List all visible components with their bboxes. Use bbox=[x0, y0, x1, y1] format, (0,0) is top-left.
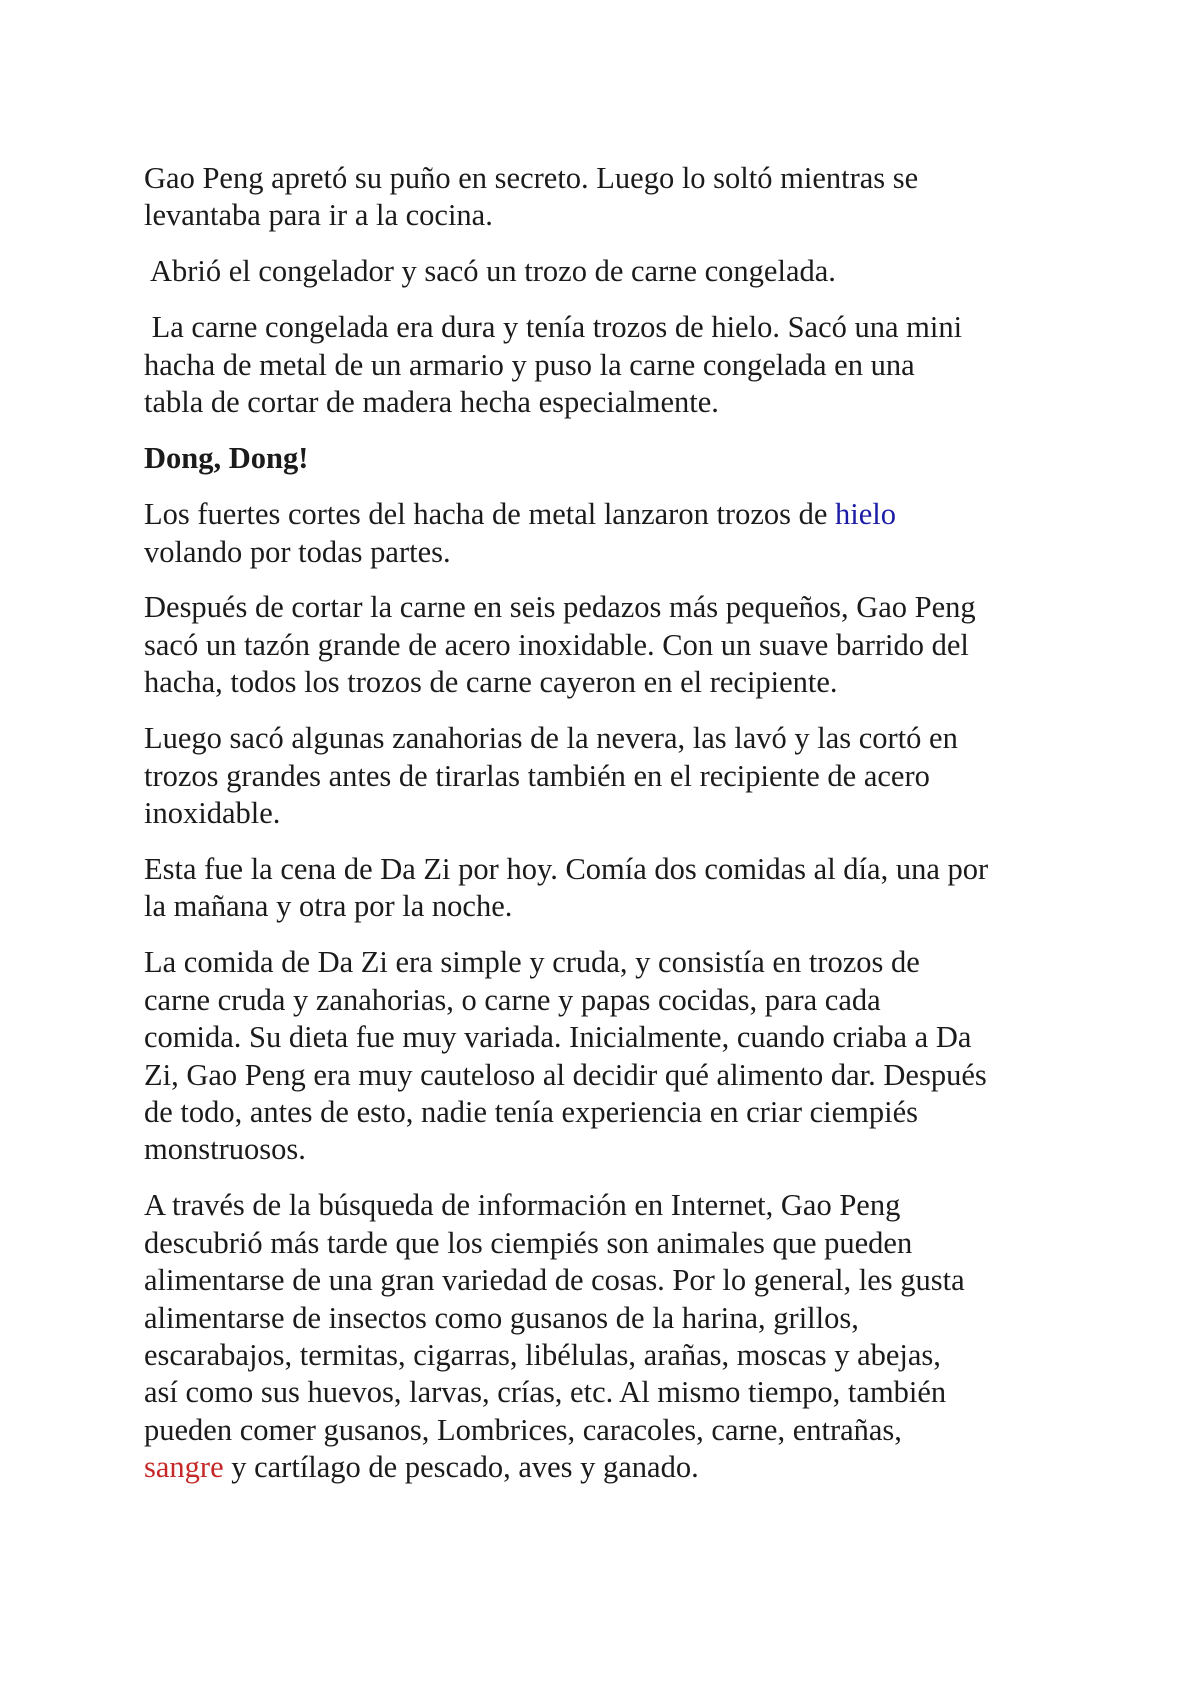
paragraph-line: Abrió el congelador y sacó un trozo de carne congelada. bbox=[144, 254, 836, 289]
paragraph-3 bbox=[144, 309, 1132, 421]
line-text: Los fuertes cortes del hacha de metal lanzaron trozos de bbox=[144, 497, 836, 532]
paragraph-line: Zi, Gao Peng era muy cauteloso al decidir qué alimento dar. Después bbox=[144, 1057, 987, 1092]
paragraph-line: hacha, todos los trozos de carne cayeron en el recipiente. bbox=[144, 665, 838, 700]
paragraph-line: alimentarse de insectos como gusanos de la harina, grillos, bbox=[144, 1300, 859, 1335]
bold-sound-effect: Dong, Dong! bbox=[144, 441, 309, 476]
paragraph-line: descubrió más tarde que los ciempiés son animales que pueden bbox=[144, 1225, 913, 1260]
paragraph-8 bbox=[144, 851, 1132, 926]
paragraph-line: escarabajos, termitas, cigarras, libélulas, arañas, moscas y abejas, bbox=[144, 1337, 941, 1372]
paragraph-1 bbox=[144, 160, 1132, 235]
paragraph-line: Después de cortar la carne en seis pedazos más pequeños, Gao Peng bbox=[144, 590, 976, 625]
paragraph-line: trozos grandes antes de tirarlas también en el recipiente de acero bbox=[144, 758, 930, 793]
paragraph-line: sacó un tazón grande de acero inoxidable. Con un suave barrido del bbox=[144, 627, 969, 662]
paragraph-line: A través de la búsqueda de información en Internet, Gao Peng bbox=[144, 1188, 901, 1223]
hielo-link[interactable]: hielo bbox=[835, 497, 897, 532]
paragraph-line: inoxidable. bbox=[144, 796, 281, 831]
paragraph-line: hacha de metal de un armario y puso la carne congelada en una bbox=[144, 347, 915, 382]
paragraph-line: La carne congelada era dura y tenía trozos de hielo. Sacó una mini bbox=[144, 310, 963, 345]
paragraph-line: la mañana y otra por la noche. bbox=[144, 889, 513, 924]
paragraph-line: La comida de Da Zi era simple y cruda, y consistía en trozos de bbox=[144, 945, 920, 980]
paragraph-5 bbox=[144, 496, 1132, 571]
paragraph-line: Luego sacó algunas zanahorias de la nevera, las lavó y las cortó en bbox=[144, 721, 958, 756]
paragraph-line: alimentarse de una gran variedad de cosas. Por lo general, les gusta bbox=[144, 1263, 965, 1298]
paragraph-6 bbox=[144, 589, 1132, 701]
paragraph-line: carne cruda y zanahorias, o carne y papas cocidas, para cada bbox=[144, 982, 881, 1017]
paragraph-2 bbox=[144, 253, 1132, 290]
paragraph-line: pueden comer gusanos, Lombrices, caracoles, carne, entrañas, bbox=[144, 1412, 902, 1447]
paragraph-4-sound-effect bbox=[144, 440, 1132, 477]
paragraph-7 bbox=[144, 720, 1132, 832]
paragraph-line: comida. Su dieta fue muy variada. Inicialmente, cuando criaba a Da bbox=[144, 1020, 972, 1055]
paragraph-9 bbox=[144, 944, 1132, 1168]
paragraph-line: de todo, antes de esto, nadie tenía experiencia en criar ciempiés bbox=[144, 1094, 919, 1129]
paragraph-line: Esta fue la cena de Da Zi por hoy. Comía dos comidas al día, una por bbox=[144, 852, 989, 887]
paragraph-10 bbox=[144, 1187, 1132, 1486]
sangre-link[interactable]: sangre bbox=[144, 1450, 224, 1485]
paragraph-line: monstruosos. bbox=[144, 1132, 306, 1167]
paragraph-line bbox=[144, 1449, 1132, 1486]
paragraph-line: levantaba para ir a la cocina. bbox=[144, 198, 493, 233]
paragraph-line: así como sus huevos, larvas, crías, etc. Al mismo tiempo, también bbox=[144, 1375, 947, 1410]
paragraph-line: volando por todas partes. bbox=[144, 534, 451, 569]
paragraph-line: tabla de cortar de madera hecha especialmente. bbox=[144, 385, 719, 420]
line-text: y cartílago de pescado, aves y ganado. bbox=[223, 1450, 699, 1485]
paragraph-line: Gao Peng apretó su puño en secreto. Luego lo soltó mientras se bbox=[144, 161, 919, 195]
paragraph-line bbox=[144, 496, 1132, 533]
